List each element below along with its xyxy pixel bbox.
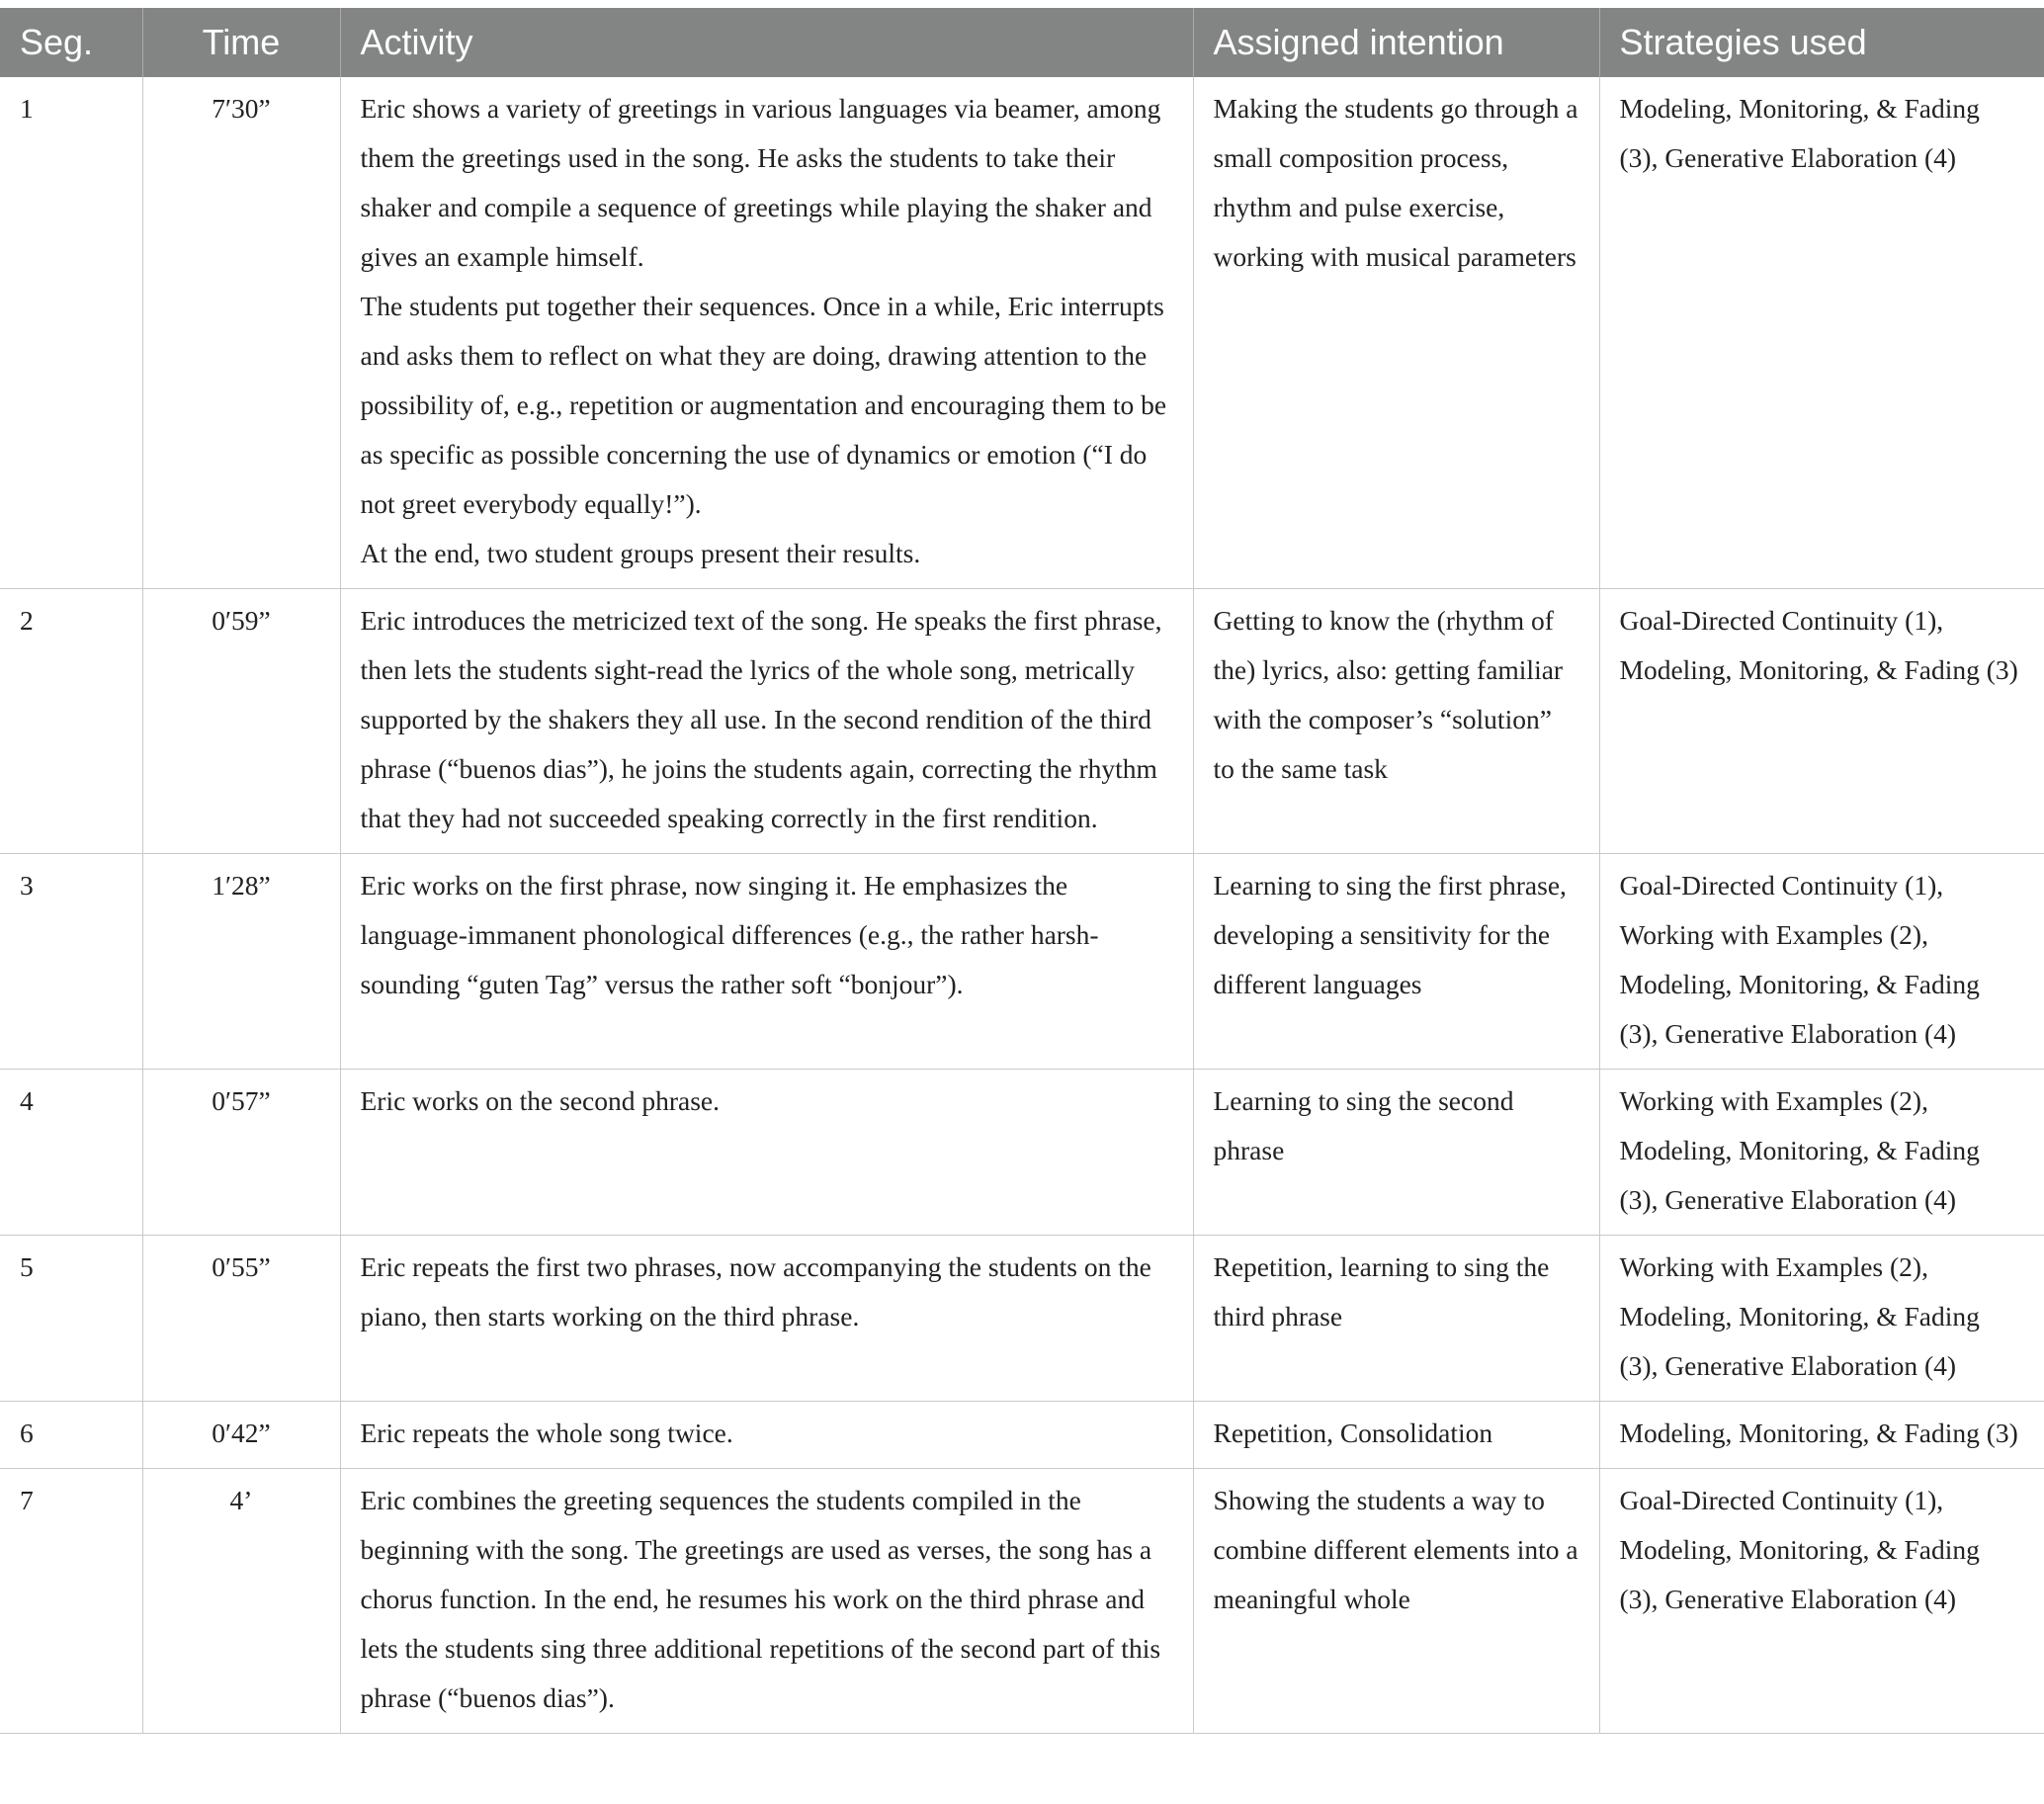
cell-time: 1′28”: [142, 854, 340, 1070]
table-row: [0, 589, 2044, 854]
cell-strategies: Modeling, Monitoring, & Fading (3): [1599, 1402, 2044, 1469]
header-strategies: Strategies used: [1599, 8, 2044, 77]
cell-time: 7′30”: [142, 77, 340, 589]
cell-activity: Eric works on the first phrase, now singing it. He emphasizes the language-immanent phonological differences (e.g., the rather harsh-sounding “guten Tag” versus the rather soft “bonjour”).: [340, 854, 1193, 1070]
table-row: [0, 854, 2044, 1070]
header-time: Time: [142, 8, 340, 77]
cell-seg: 1: [0, 77, 142, 589]
cell-intention: Getting to know the (rhythm of the) lyrics, also: getting familiar with the composer’s “solution” to the same task: [1193, 589, 1599, 854]
cell-activity: Eric introduces the metricized text of the song. He speaks the first phrase, then lets the students sight-read the lyrics of the whole song, metrically supported by the shakers they all use. In the second rendition of the third phrase (“buenos dias”), he joins the students again, correcting the rhythm that they had not succeeded speaking correctly in the first rendition.: [340, 589, 1193, 854]
segments-table: [0, 8, 2044, 1734]
cell-time: 0′59”: [142, 589, 340, 854]
cell-activity: Eric repeats the whole song twice.: [340, 1402, 1193, 1469]
header-seg: Seg.: [0, 8, 142, 77]
header-activity: Activity: [340, 8, 1193, 77]
cell-activity: Eric repeats the first two phrases, now accompanying the students on the piano, then starts working on the third phrase.: [340, 1236, 1193, 1402]
table-row: [0, 1070, 2044, 1236]
cell-time: 0′57”: [142, 1070, 340, 1236]
cell-intention: Repetition, Consolidation: [1193, 1402, 1599, 1469]
cell-intention: Repetition, learning to sing the third phrase: [1193, 1236, 1599, 1402]
cell-seg: 6: [0, 1402, 142, 1469]
cell-seg: 7: [0, 1469, 142, 1734]
cell-strategies: Working with Examples (2), Modeling, Monitoring, & Fading (3), Generative Elaboration (4): [1599, 1070, 2044, 1236]
activity-paragraph: Eric shows a variety of greetings in various languages via beamer, among them the greetings used in the song. He asks the students to take their shaker and compile a sequence of greetings while playing the shaker and gives an example himself.: [360, 93, 1161, 272]
cell-strategies: Goal-Directed Continuity (1), Modeling, Monitoring, & Fading (3): [1599, 589, 2044, 854]
table-row: [0, 1469, 2044, 1734]
segments-table-container: [0, 8, 2044, 1734]
header-row: [0, 8, 2044, 77]
cell-time: 0′55”: [142, 1236, 340, 1402]
cell-seg: 5: [0, 1236, 142, 1402]
cell-intention: Learning to sing the first phrase, developing a sensitivity for the different languages: [1193, 854, 1599, 1070]
cell-seg: 4: [0, 1070, 142, 1236]
cell-seg: 3: [0, 854, 142, 1070]
activity-paragraph: The students put together their sequences. Once in a while, Eric interrupts and asks them to reflect on what they are doing, drawing attention to the possibility of, e.g., repetition or augmentation and encouraging them to be as specific as possible concerning the use of dynamics or emotion (“I do not greet everybody equally!”).: [360, 291, 1167, 519]
cell-strategies: Goal-Directed Continuity (1), Working with Examples (2), Modeling, Monitoring, & Fading (3), Generative Elaboration (4): [1599, 854, 2044, 1070]
cell-seg: 2: [0, 589, 142, 854]
cell-intention: Making the students go through a small composition process, rhythm and pulse exercise, working with musical parameters: [1193, 77, 1599, 589]
cell-strategies: Working with Examples (2), Modeling, Monitoring, & Fading (3), Generative Elaboration (4): [1599, 1236, 2044, 1402]
cell-time: 4’: [142, 1469, 340, 1734]
cell-intention: Showing the students a way to combine different elements into a meaningful whole: [1193, 1469, 1599, 1734]
cell-strategies: Goal-Directed Continuity (1), Modeling, Monitoring, & Fading (3), Generative Elaboration (4): [1599, 1469, 2044, 1734]
cell-activity: Eric combines the greeting sequences the students compiled in the beginning with the song. The greetings are used as verses, the song has a chorus function. In the end, he resumes his work on the third phrase and lets the students sing three additional repetitions of the second part of this phrase (“buenos dias”).: [340, 1469, 1193, 1734]
activity-paragraph: At the end, two student groups present their results.: [360, 538, 921, 568]
table-row: [0, 77, 2044, 589]
table-row: [0, 1236, 2044, 1402]
cell-time: 0′42”: [142, 1402, 340, 1469]
cell-strategies: Modeling, Monitoring, & Fading (3), Generative Elaboration (4): [1599, 77, 2044, 589]
table-row: [0, 1402, 2044, 1469]
header-intention: Assigned intention: [1193, 8, 1599, 77]
cell-activity: Eric works on the second phrase.: [340, 1070, 1193, 1236]
cell-activity: [340, 77, 1193, 589]
cell-intention: Learning to sing the second phrase: [1193, 1070, 1599, 1236]
